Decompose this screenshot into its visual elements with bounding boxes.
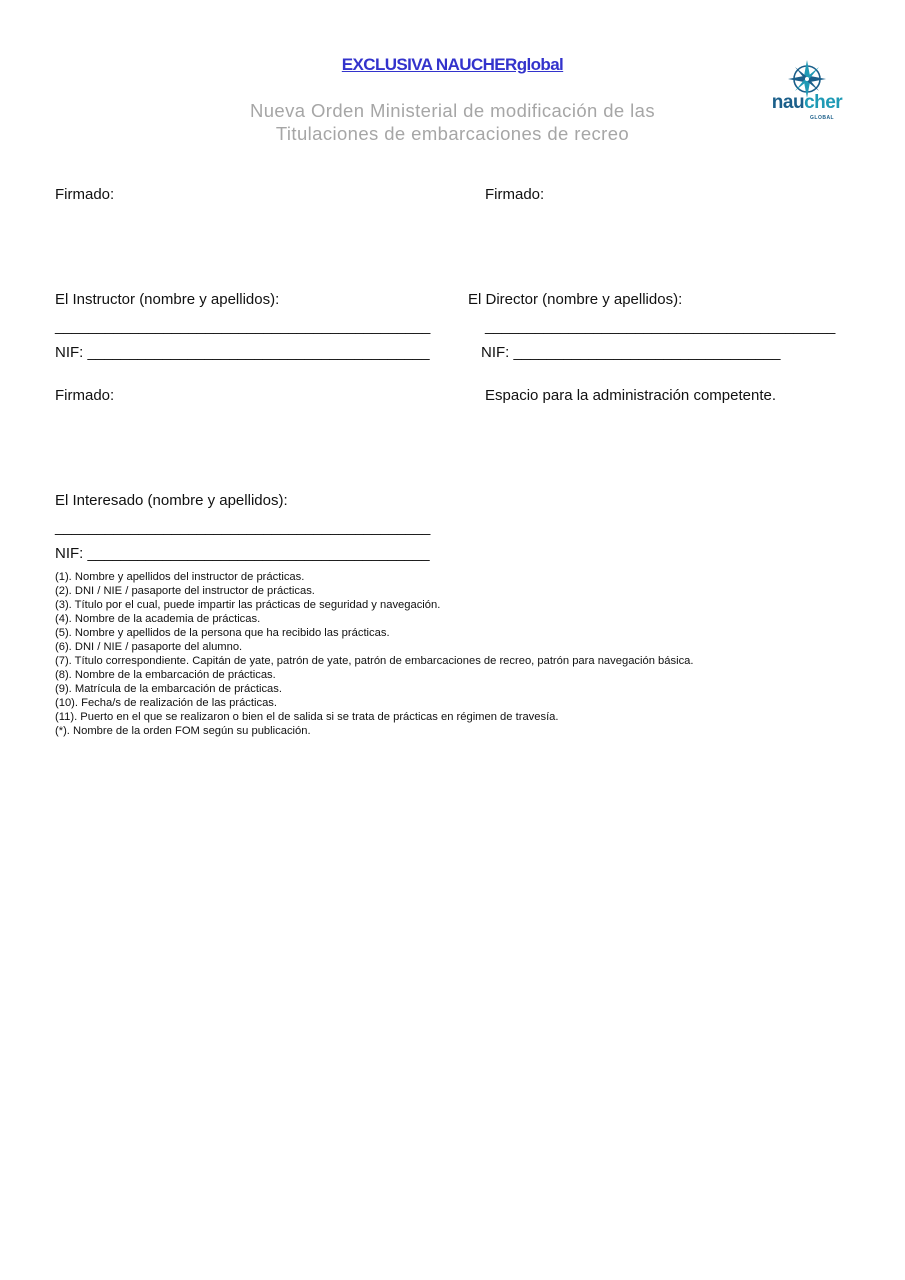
footnote: (9). Matrícula de la embarcación de prácticas. [55,683,282,695]
firmado-top-right: Firmado: [485,186,545,203]
instructor-label: El Instructor (nombre y apellidos): [55,291,280,308]
footnote: (1). Nombre y apellidos del instructor de prácticas. [55,571,305,583]
interesado-label: El Interesado (nombre y apellidos): [55,492,288,509]
director-label: El Director (nombre y apellidos): [468,291,683,308]
logo-wordmark: naucher [771,92,843,113]
subtitle-line-2: Titulaciones de embarcaciones de recreo [275,123,630,144]
interesado-nif-field[interactable]: NIF: _________________________________________ [55,545,430,562]
exclusive-link[interactable]: EXCLUSIVA NAUCHERglobal [341,55,564,74]
interesado-name-line[interactable]: _____________________________________________ [55,519,431,536]
naucher-logo [766,59,848,125]
instructor-name-line[interactable]: _____________________________________________ [55,318,431,335]
footnote: (*). Nombre de la orden FOM según su publicación. [55,725,311,737]
logo-subtext: GLOBAL [810,115,835,121]
footnote: (8). Nombre de la embarcación de prácticas. [55,669,276,681]
footnote: (2). DNI / NIE / pasaporte del instructor de prácticas. [55,585,315,597]
footnotes [55,570,694,738]
firmado-top-left: Firmado: [55,186,115,203]
subtitle-line-1: Nueva Orden Ministerial de modificación de las [249,100,656,121]
director-name-line[interactable]: __________________________________________ [485,318,836,335]
admin-space-label: Espacio para la administración competente. [485,387,776,404]
footnote: (3). Título por el cual, puede impartir las prácticas de seguridad y navegación. [55,599,441,611]
director-nif-field[interactable]: NIF: ________________________________ [481,344,781,361]
footnote: (7). Título correspondiente. Capitán de yate, patrón de yate, patrón de embarcaciones de recreo, patrón para navegación básica. [55,655,694,667]
footnote: (5). Nombre y apellidos de la persona que ha recibido las prácticas. [55,627,390,639]
footnote: (11). Puerto en el que se realizaron o bien el de salida si se trata de prácticas en régimen de travesía. [55,711,559,723]
footnote: (6). DNI / NIE / pasaporte del alumno. [55,641,243,653]
footnote: (4). Nombre de la academia de prácticas. [55,613,261,625]
firmado-middle-left: Firmado: [55,387,115,404]
instructor-nif-field[interactable]: NIF: _________________________________________ [55,344,430,361]
footnote: (10). Fecha/s de realización de las prácticas. [55,697,277,709]
